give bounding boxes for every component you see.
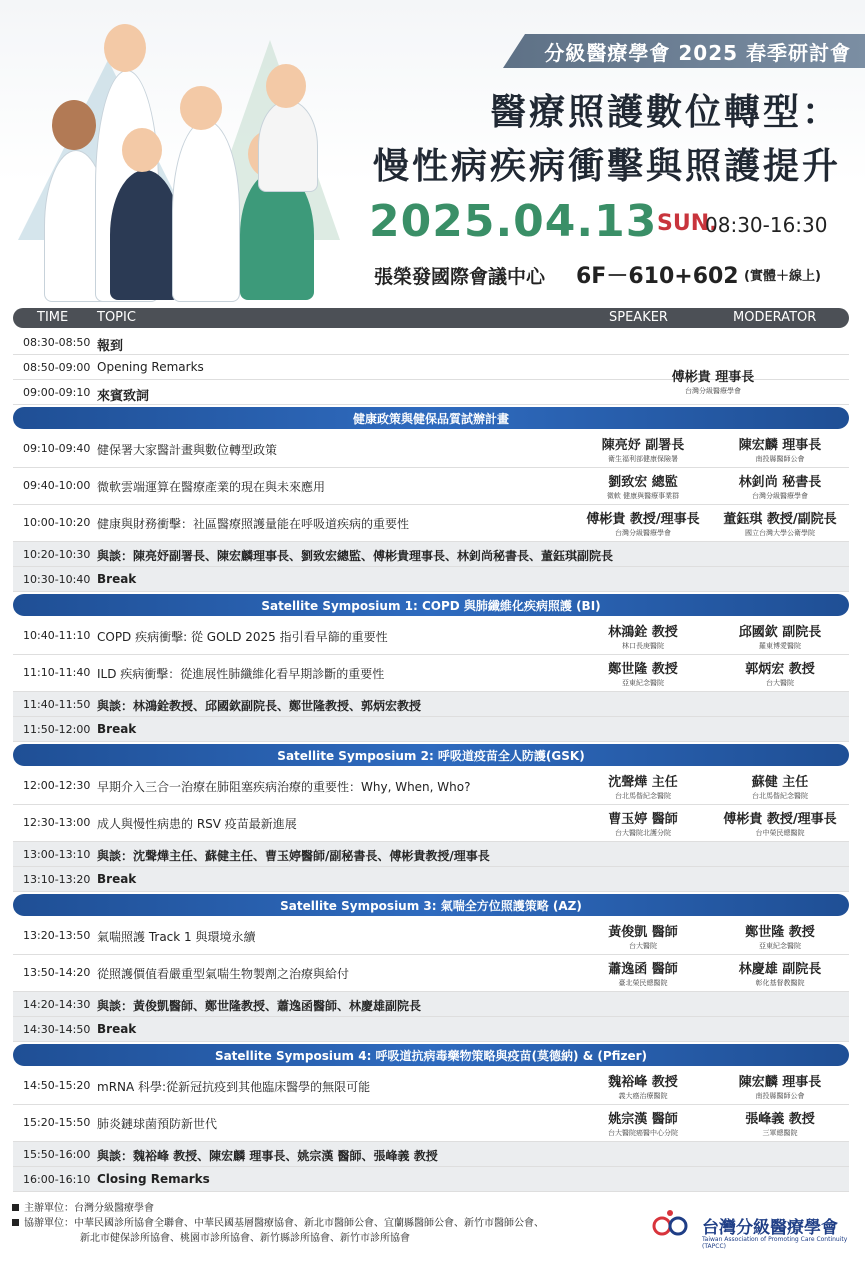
moderator-affiliation: 亞東紀念醫院 (759, 942, 801, 950)
col-speaker: SPEAKER (609, 310, 668, 325)
session-time: 11:40-11:50 (23, 698, 91, 711)
session-time: 09:40-10:00 (23, 479, 91, 492)
schedule-row (13, 330, 849, 355)
moderator-affiliation: 台北馬偕紀念醫院 (752, 792, 808, 800)
session-time: 15:50-16:00 (23, 1148, 91, 1161)
moderator-affiliation: 台中榮民總醫院 (755, 829, 805, 837)
moderator-name: 蘇健 主任 (751, 775, 809, 790)
session-time: 09:10-09:40 (23, 442, 91, 455)
col-topic: TOPIC (97, 310, 136, 325)
session-speaker (578, 621, 708, 651)
session-speaker (578, 508, 708, 538)
co-organizer-line-2 (12, 1231, 544, 1246)
session-topic: 成人與慢性病患的 RSV 疫苗最新進展 (97, 817, 297, 831)
schedule-row (13, 567, 849, 592)
schedule-row (13, 768, 849, 805)
speaker-name: 沈聲燁 主任 (608, 775, 678, 790)
schedule-row (13, 918, 849, 955)
session-topic: Break (97, 572, 137, 586)
event-subtitle: 分級醫療學會 2025 春季研討會 (544, 41, 851, 65)
session-time: 10:00-10:20 (23, 516, 91, 529)
session-time: 10:40-11:10 (23, 629, 91, 642)
speaker-affiliation: 微軟 健康與醫療事業群 (606, 492, 680, 500)
event-title-line1: 醫療照護數位轉型： (489, 92, 841, 133)
schedule-row (13, 618, 849, 655)
col-moderator: MODERATOR (733, 310, 817, 325)
session-topic: 與談：林鴻銓教授、邱國欽副院長、鄭世隆教授、郭炳宏教授 (97, 699, 422, 713)
session-speaker (578, 1108, 708, 1138)
footer (12, 1201, 544, 1246)
schedule-row (13, 542, 849, 567)
session-speaker (578, 958, 708, 988)
schedule-table (13, 330, 849, 1192)
schedule-row (13, 1105, 849, 1142)
schedule-row (13, 1068, 849, 1105)
moderator-name: 郭炳宏 教授 (745, 662, 815, 677)
session-speaker (578, 921, 708, 951)
event-time: 08:30-16:30 (705, 213, 828, 237)
moderator-affiliation: 台大醫院 (766, 679, 794, 687)
session-moderator (716, 508, 844, 538)
schedule-row (13, 805, 849, 842)
session-time: 11:50-12:00 (23, 723, 91, 736)
session-time: 14:30-14:50 (23, 1023, 91, 1036)
session-time: 08:30-08:50 (23, 336, 91, 349)
co-organizer-text-1: 協辦單位：中華民國診所協會全聯會、中華民國基層醫療協會、新北市醫師公會、宜蘭縣醫師公會、新竹市醫師公會、 (24, 1218, 544, 1229)
speaker-name: 曹玉婷 醫師 (608, 812, 678, 827)
session-topic: ILD 疾病衝擊：從進展性肺纖維化看早期診斷的重要性 (97, 667, 385, 681)
session-speaker (578, 434, 708, 464)
session-topic: 肺炎鏈球菌預防新世代 (97, 1117, 218, 1131)
session-topic: 與談：沈聲燁主任、蘇健主任、曹玉婷醫師/副秘書長、傅彬貴教授/理事長 (97, 849, 490, 863)
session-speaker (578, 771, 708, 801)
speaker-name: 林鴻銓 教授 (608, 625, 678, 640)
moderator-name: 傅彬貴 教授/理事長 (723, 812, 837, 827)
moderator-name: 張峰義 教授 (745, 1112, 815, 1127)
speaker-affiliation: 台大醫院 (629, 942, 657, 950)
session-time: 14:20-14:30 (23, 998, 91, 1011)
speaker-name: 蕭逸函 醫師 (608, 962, 678, 977)
co-organizer-line (12, 1216, 544, 1231)
session-moderator (716, 808, 844, 838)
event-venue: 張榮發國際會議中心 (374, 266, 546, 288)
moderator-affiliation: 彰化基督教醫院 (755, 979, 805, 987)
moderator-name: 董鈺琪 教授/副院長 (723, 512, 837, 527)
section-header (13, 744, 849, 766)
moderator-affiliation: 南投縣醫師公會 (755, 1092, 805, 1100)
section-header (13, 1044, 849, 1066)
shared-moderator-name: 傅彬貴 理事長 (671, 370, 755, 385)
speaker-name: 傅彬貴 教授/理事長 (586, 512, 700, 527)
moderator-name: 陳宏麟 理事長 (738, 1075, 822, 1090)
section-title: 健康政策與健保品質試辦計畫 (352, 412, 509, 426)
speaker-affiliation: 台灣分級醫療學會 (615, 529, 671, 537)
session-moderator (716, 771, 844, 801)
session-time: 12:00-12:30 (23, 779, 91, 792)
session-topic: Break (97, 1022, 137, 1036)
association-logo-subtitle: Taiwan Association of Promoting Care Continuity (TAPCC) (702, 1236, 848, 1250)
speaker-name: 陳亮妤 副署長 (601, 438, 685, 453)
schedule-row (13, 1017, 849, 1042)
moderator-name: 邱國欽 副院長 (738, 625, 822, 640)
speaker-name: 鄭世隆 教授 (608, 662, 678, 677)
session-moderator (716, 921, 844, 951)
session-speaker (578, 471, 708, 501)
session-topic: Break (97, 872, 137, 886)
session-moderator (716, 621, 844, 651)
session-time: 15:20-15:50 (23, 1116, 91, 1129)
speaker-affiliation: 衛生福利部健康保險署 (608, 455, 678, 463)
session-topic: mRNA 科學:從新冠抗疫到其他臨床醫學的無限可能 (97, 1080, 371, 1094)
schedule-row (13, 842, 849, 867)
session-moderator (716, 658, 844, 688)
speaker-affiliation: 義大癌治療醫院 (618, 1092, 668, 1100)
session-topic: 氣喘照護 Track 1 與環境永續 (97, 930, 256, 944)
speaker-name: 劉致宏 總監 (608, 475, 678, 490)
speaker-affiliation: 台大醫院北護分院 (615, 829, 671, 837)
co-organizer-text-2: 新北市健保診所協會、桃園市診所協會、新竹縣診所協會、新竹市診所協會 (80, 1233, 410, 1244)
speaker-affiliation: 台北馬偕紀念醫院 (615, 792, 671, 800)
session-time: 13:10-13:20 (23, 873, 91, 886)
session-topic: 早期介入三合一治療在肺阻塞疾病治療的重要性：Why, When, Who? (97, 780, 471, 794)
speaker-name: 黃俊凱 醫師 (608, 925, 678, 940)
hero-banner (0, 0, 865, 305)
speaker-name: 姚宗漢 醫師 (608, 1112, 678, 1127)
session-time: 09:00-09:10 (23, 386, 91, 399)
schedule-table-header (13, 308, 849, 328)
schedule-row (13, 992, 849, 1017)
event-mode: (實體＋線上) (744, 269, 821, 284)
event-room: 6F－610+602 (576, 264, 739, 289)
moderator-name: 鄭世隆 教授 (745, 925, 815, 940)
section-header (13, 407, 849, 429)
schedule-row (13, 717, 849, 742)
session-topic: 報到 (97, 339, 124, 354)
speaker-affiliation: 林口長庚醫院 (622, 642, 664, 650)
session-topic: Opening Remarks (97, 360, 204, 374)
session-topic: 健康與財務衝擊：社區醫療照護量能在呼吸道疾病的重要性 (97, 517, 410, 531)
speaker-affiliation: 亞東紀念醫院 (622, 679, 664, 687)
session-time: 08:50-09:00 (23, 361, 91, 374)
session-time: 13:00-13:10 (23, 848, 91, 861)
section-title: Satellite Symposium 4: 呼吸道抗病毒藥物策略與疫苗(莫德納) & (Pfizer) (214, 1049, 648, 1063)
section-title: Satellite Symposium 3: 氣喘全方位照護策略 (AZ) (280, 899, 582, 913)
schedule-row (13, 468, 849, 505)
event-date: 2025.04.13 (369, 196, 658, 247)
moderator-affiliation: 羅東博愛醫院 (759, 642, 801, 650)
session-speaker (578, 1071, 708, 1101)
session-moderator (716, 1071, 844, 1101)
col-time: TIME (37, 310, 69, 325)
session-topic: 與談：魏裕峰 教授、陳宏麟 理事長、姚宗漢 醫師、張峰義 教授 (97, 1149, 438, 1163)
moderator-name: 陳宏麟 理事長 (738, 438, 822, 453)
section-header (13, 894, 849, 916)
speaker-affiliation: 台大醫院癌醫中心分院 (608, 1129, 678, 1137)
moderator-affiliation: 南投縣醫師公會 (755, 455, 805, 463)
session-time: 13:50-14:20 (23, 966, 91, 979)
session-speaker (578, 658, 708, 688)
section-title: Satellite Symposium 2: 呼吸道疫苗全人防護(GSK) (277, 749, 585, 763)
session-topic: Closing Remarks (97, 1172, 210, 1186)
schedule-row (13, 655, 849, 692)
schedule-row (13, 1167, 849, 1192)
schedule-row (13, 955, 849, 992)
moderator-affiliation: 三軍總醫院 (762, 1129, 798, 1137)
session-speaker (578, 808, 708, 838)
moderator-affiliation: 國立台灣大學公衛學院 (745, 529, 815, 537)
session-moderator (716, 1108, 844, 1138)
event-title-line2: 慢性病疾病衝擊與照護提升 (372, 146, 841, 187)
session-moderator (716, 434, 844, 464)
session-time: 12:30-13:00 (23, 816, 91, 829)
session-topic: 微軟雲端運算在醫療產業的現在與未來應用 (97, 480, 326, 494)
schedule-row (13, 431, 849, 468)
schedule-row (13, 692, 849, 717)
session-topic: 從照護價值看嚴重型氣喘生物製劑之治療與給付 (97, 967, 350, 981)
moderator-affiliation: 台灣分級醫療學會 (752, 492, 808, 500)
section-header (13, 594, 849, 616)
event-day: SUN. (657, 211, 718, 236)
section-title: Satellite Symposium 1: COPD 與肺纖維化疾病照護 (BI) (261, 599, 601, 613)
schedule-row (13, 1142, 849, 1167)
organizer-text: 主辦單位：台灣分級醫療學會 (24, 1203, 154, 1214)
session-moderator (716, 958, 844, 988)
schedule-row (13, 505, 849, 542)
moderator-name: 林釗尚 秘書長 (738, 475, 822, 490)
association-logo-name: 台灣分級醫療學會 (702, 1218, 838, 1238)
session-topic: COPD 疾病衝擊: 從 GOLD 2025 指引看早篩的重要性 (97, 630, 388, 644)
speaker-affiliation: 臺北榮民總醫院 (618, 979, 668, 987)
session-time: 14:50-15:20 (23, 1079, 91, 1092)
session-topic: 與談：黃俊凱醫師、鄭世隆教授、蕭逸函醫師、林慶雄副院長 (97, 999, 422, 1013)
session-time: 10:30-10:40 (23, 573, 91, 586)
session-time: 13:20-13:50 (23, 929, 91, 942)
moderator-name: 林慶雄 副院長 (738, 962, 822, 977)
session-topic: 健保署大家醫計畫與數位轉型政策 (97, 443, 278, 457)
association-logo-icon (652, 1208, 692, 1240)
speaker-name: 魏裕峰 教授 (608, 1075, 678, 1090)
shared-moderator-affiliation: 台灣分級醫療學會 (685, 387, 741, 395)
session-topic: 與談：陳亮妤副署長、陳宏麟理事長、劉致宏總監、傅彬貴理事長、林釗尚秘書長、董鈺琪副院長 (97, 549, 614, 563)
schedule-row (13, 867, 849, 892)
session-time: 16:00-16:10 (23, 1173, 91, 1186)
session-topic: 來賓致詞 (97, 389, 150, 404)
session-time: 10:20-10:30 (23, 548, 91, 561)
organizer-line (12, 1201, 544, 1216)
session-moderator (716, 471, 844, 501)
session-time: 11:10-11:40 (23, 666, 91, 679)
shared-moderator (653, 366, 773, 396)
session-topic: Break (97, 722, 137, 736)
